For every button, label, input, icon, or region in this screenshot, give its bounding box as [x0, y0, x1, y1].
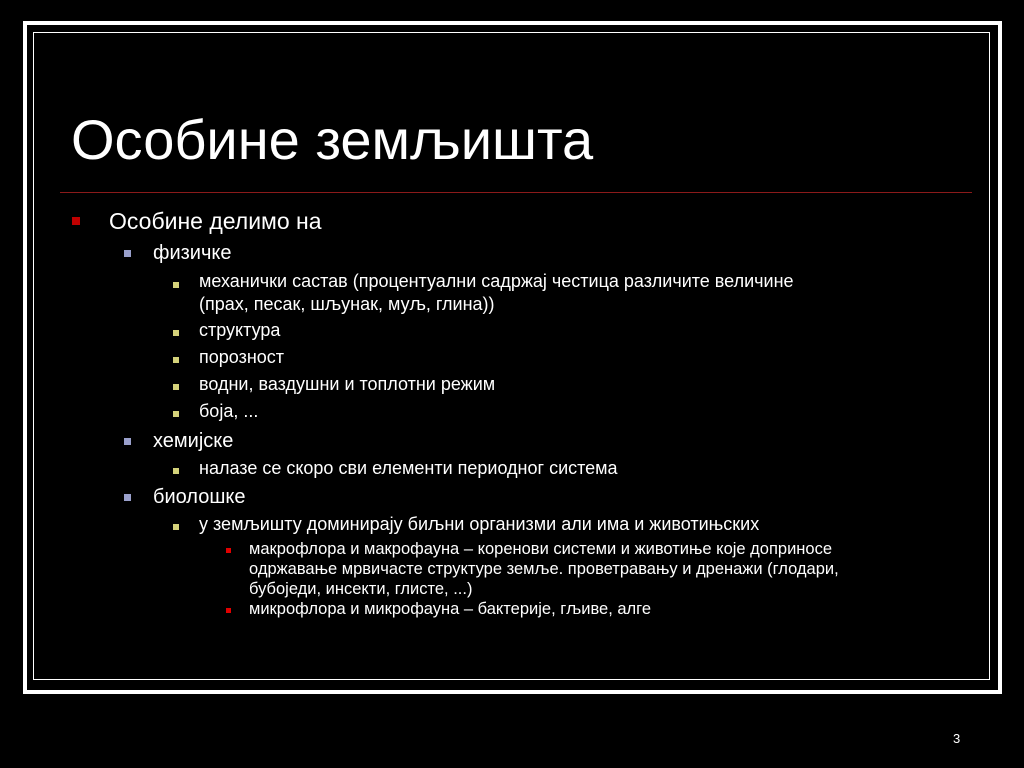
bullet-level1: Особине делимо на: [109, 208, 322, 234]
list-item: налазе се скоро сви елементи периодног система: [199, 458, 618, 478]
list-item: структура: [199, 320, 281, 340]
bullet-physical: физичке: [153, 242, 232, 264]
page-number: 3: [953, 731, 961, 746]
bullet-square-icon: [124, 438, 131, 445]
bullet-square-icon: [173, 384, 179, 390]
list-item: микрофлора и микрофауна – бактерије, гљиве, алге: [249, 600, 652, 618]
bullet-square-icon: [173, 357, 179, 363]
bullet-square-icon: [72, 217, 80, 225]
list-item-continuation: (прах, песак, шљунак, муљ, глина)): [199, 294, 495, 314]
bullet-square-icon: [173, 411, 179, 417]
bullet-square-icon: [226, 608, 231, 613]
bullet-square-icon: [124, 250, 131, 257]
list-item: порозност: [199, 347, 285, 367]
bullet-square-icon: [173, 330, 179, 336]
slide-title: Особине земљишта: [71, 108, 594, 171]
list-item-continuation: одржавање мрвичасте структуре земље. проветравању и дренажи (глодари,: [249, 560, 839, 578]
list-item: водни, ваздушни и топлотни режим: [199, 374, 496, 394]
list-item: боја, ...: [199, 401, 259, 421]
list-item: механички састав (процентуални садржај честица различите величине: [199, 271, 794, 291]
bullet-square-icon: [173, 282, 179, 288]
bullet-chemical: хемијске: [153, 430, 234, 452]
list-item: у земљишту доминирају биљни организми али има и животињских: [199, 514, 760, 534]
list-item: макрофлора и макрофауна – коренови системи и животиње које доприносе: [249, 540, 833, 558]
bullet-biological: биолошке: [153, 486, 246, 508]
bullet-square-icon: [173, 468, 179, 474]
title-divider: [60, 192, 972, 193]
bullet-square-icon: [173, 524, 179, 530]
bullet-square-icon: [226, 548, 231, 553]
bullet-square-icon: [124, 494, 131, 501]
list-item-continuation: бубоједи, инсекти, глисте, ...): [249, 580, 473, 598]
